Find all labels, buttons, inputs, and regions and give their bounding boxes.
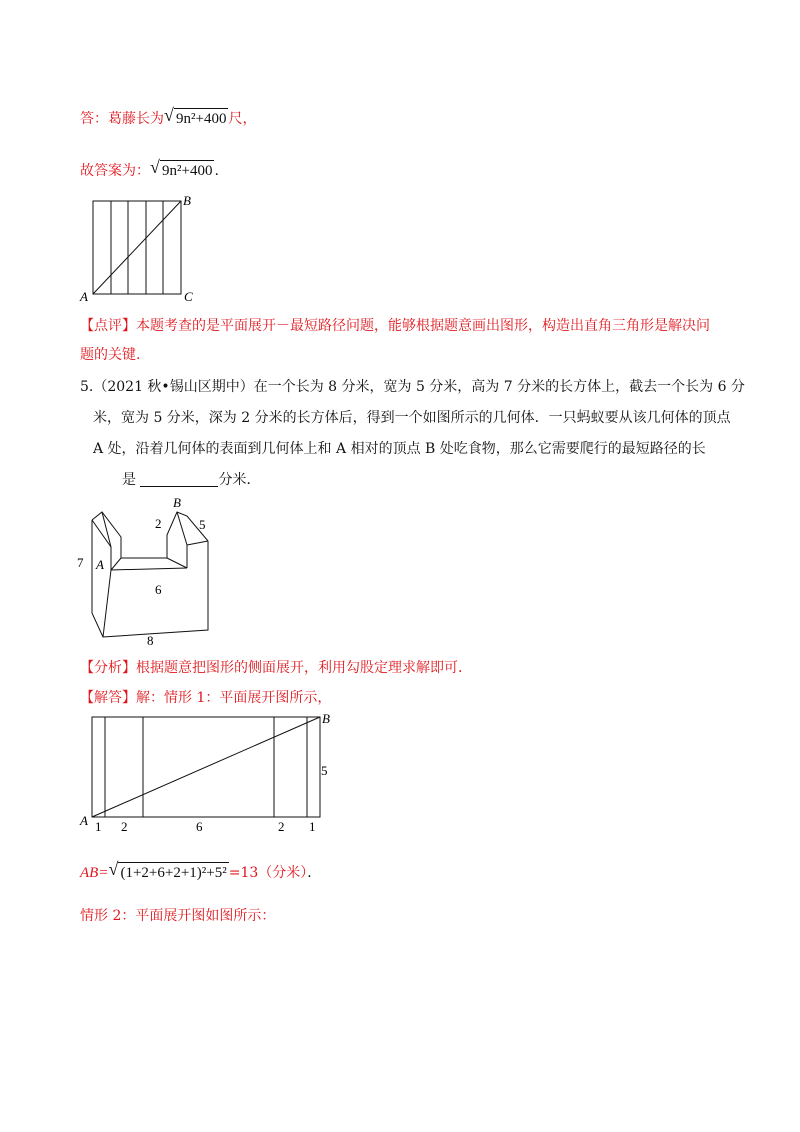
bottom-label-2: 2 (121, 819, 128, 834)
problem-line-3: A 处，沿着几何体的表面到几何体上和 A 相对的顶点 B 处吃食物，那么它需要爬行的最短路径的长 (93, 441, 706, 457)
problem-line-2: 米，宽为 5 分米，深为 2 分米的长方体后，得到一个如图所示的几何体．一只蚂蚁要从该几何体的顶点 (93, 410, 731, 426)
figure-unfolded-rectangle (78, 195, 198, 305)
dim-5: 5 (199, 517, 206, 532)
answer-line-1 (80, 105, 257, 129)
label-a: A (96, 557, 104, 572)
figure-unfolded-net (78, 710, 338, 835)
side-label: 5 (321, 763, 328, 778)
label-a: A (80, 289, 88, 304)
sqrt-expression: √ 9n²+400 (164, 105, 227, 127)
final-answer-suffix: . (214, 163, 219, 179)
sqrt-expression: √ 9n²+400 (150, 157, 213, 179)
problem-line-4 (122, 470, 260, 490)
label-c: C (184, 289, 193, 304)
sqrt-expression: √ (1+2+6+2+1)²+5² (108, 859, 227, 881)
label-a: A (80, 813, 88, 828)
answer-suffix: 尺， (228, 111, 257, 127)
formula-end: ． (307, 865, 322, 881)
bottom-label-5: 1 (309, 819, 316, 834)
bottom-label-3: 6 (196, 819, 203, 834)
formula-line (80, 859, 322, 883)
figure-solid (75, 495, 225, 648)
case-2-line: 情形 2：平面展开图如图所示： (80, 908, 276, 924)
final-answer-prefix: 故答案为： (80, 163, 150, 179)
problem-line-4-suffix: 分米． (218, 472, 261, 488)
comment-line-1: 【点评】本题考查的是平面展开－最短路径问题，能够根据题意画出图形，构造出直角三角形是解决问 (80, 318, 710, 334)
bottom-label-1: 1 (95, 819, 102, 834)
label-b: B (173, 495, 181, 510)
dim-8: 8 (147, 633, 154, 648)
solution-line: 【解答】解：情形 1：平面展开图所示， (80, 690, 332, 706)
label-b: B (322, 711, 330, 726)
dim-6: 6 (155, 582, 162, 597)
dim-7: 7 (77, 555, 84, 570)
formula-lhs: AB= (80, 865, 109, 881)
analysis-line: 【分析】根据题意把图形的侧面展开，利用勾股定理求解即可． (80, 660, 472, 676)
comment-line-2: 题的关键. (80, 347, 141, 363)
bottom-label-4: 2 (278, 819, 285, 834)
answer-prefix: 答：葛藤长为 (80, 111, 164, 127)
label-b: B (183, 193, 191, 208)
problem-line-1: 5.（2021 秋•锡山区期中）在一个长为 8 分米，宽为 5 分米，高为 7 分米的长方体上，截去一个长为 6 分 (80, 379, 745, 395)
dim-2: 2 (155, 516, 162, 531)
answer-blank (140, 472, 218, 487)
formula-rhs: =13（分米） (228, 865, 308, 881)
problem-line-4-prefix: 是 (122, 472, 136, 488)
answer-line-2 (80, 157, 219, 181)
